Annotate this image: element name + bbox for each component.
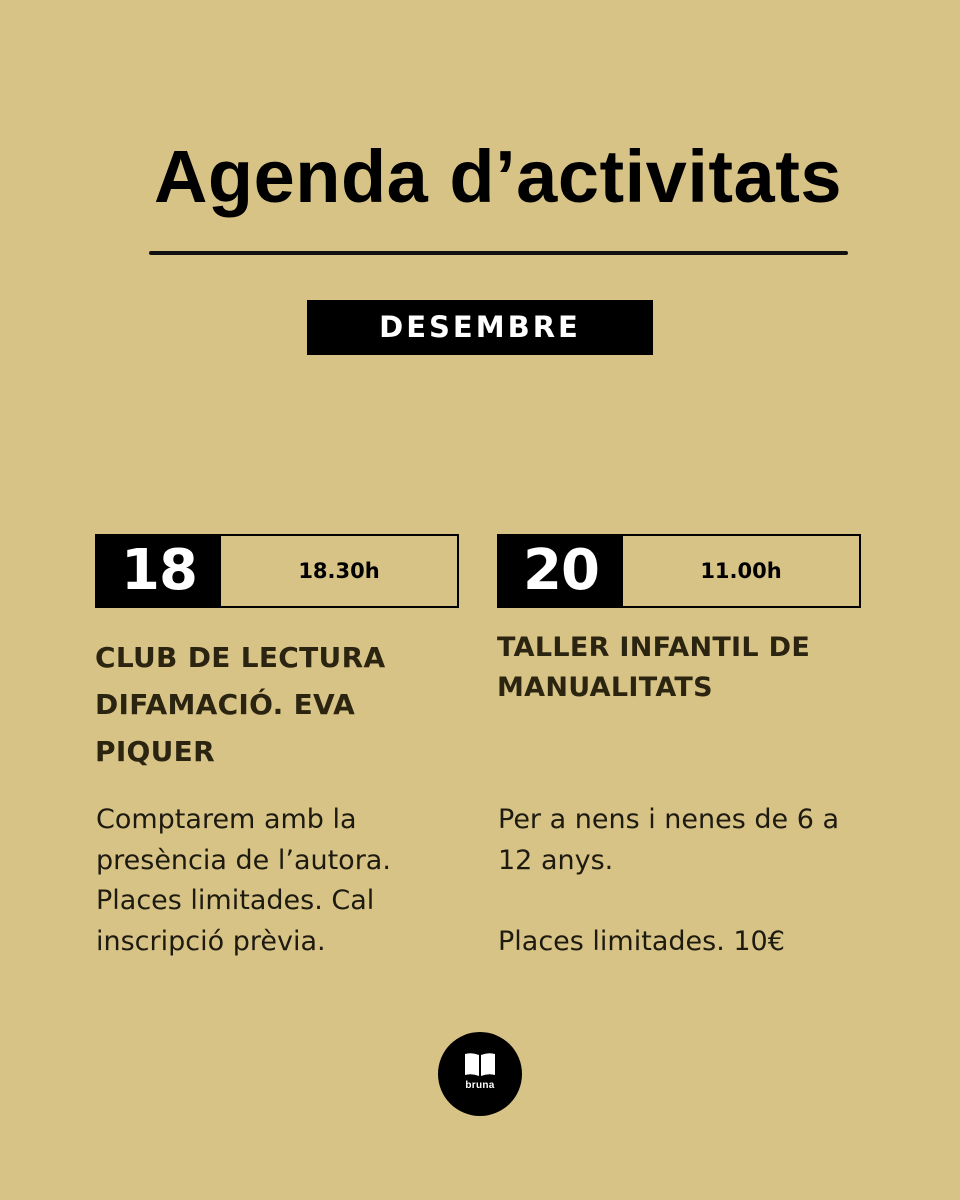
event-title: CLUB DE LECTURA DIFAMACIÓ. EVA PIQUER xyxy=(95,641,386,768)
event-description-text: Comptarem amb la presència de l’autora. Places limitades. Cal inscripció prèvia. xyxy=(96,804,391,957)
title-divider xyxy=(149,251,848,255)
event-day: 18 xyxy=(97,536,221,606)
event-card xyxy=(497,534,861,708)
brand-logo xyxy=(438,1032,522,1116)
logo-name: bruna xyxy=(465,1080,495,1091)
event-card xyxy=(95,534,459,775)
event-description xyxy=(96,800,426,962)
event-time: 18.30h xyxy=(298,559,380,583)
event-description-text: Places limitades. 10€ xyxy=(498,925,785,957)
event-description-text: Per a nens i nenes de 6 a 12 anys. xyxy=(498,804,840,876)
month-badge: DESEMBRE xyxy=(307,300,653,355)
event-date-bar xyxy=(95,534,459,608)
event-description xyxy=(498,800,868,962)
page-title: Agenda d’activitats xyxy=(153,135,842,218)
event-title: TALLER INFANTIL DE MANUALITATS xyxy=(497,632,811,703)
event-date-bar xyxy=(497,534,861,608)
event-day: 20 xyxy=(499,536,623,606)
event-time: 11.00h xyxy=(700,559,782,583)
open-book-icon xyxy=(463,1052,497,1078)
